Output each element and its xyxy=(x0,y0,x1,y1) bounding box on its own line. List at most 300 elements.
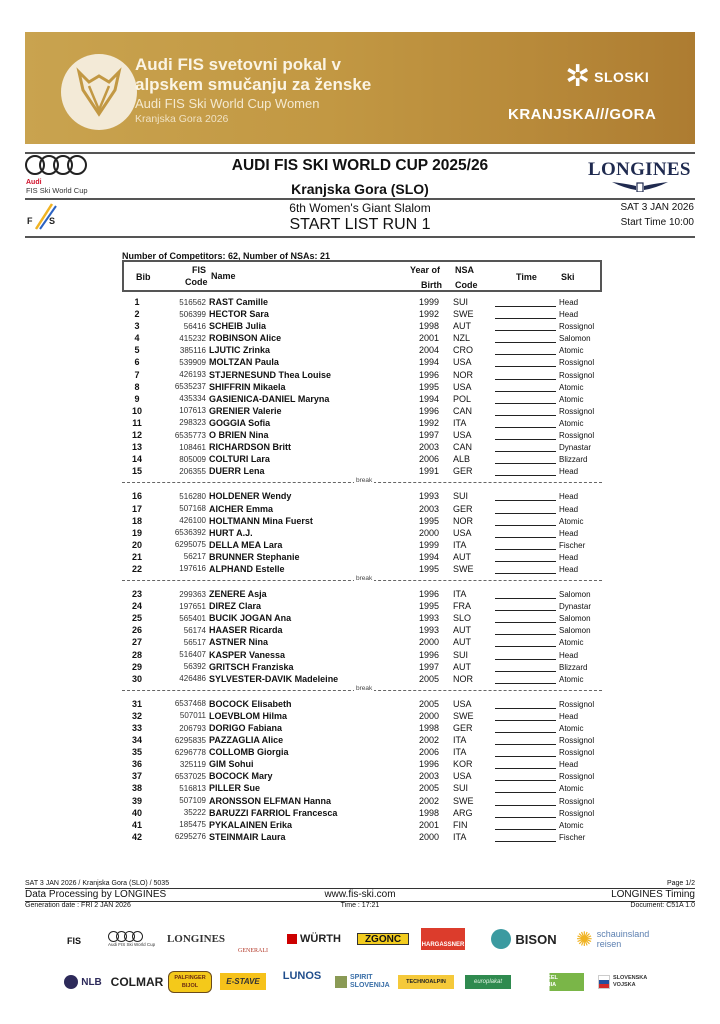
fis-code-cell: 325119 xyxy=(179,759,206,769)
ski-cell: Fischer xyxy=(559,540,586,550)
table-row xyxy=(122,831,602,843)
table-row xyxy=(122,649,602,661)
time-entry-line xyxy=(495,379,556,380)
bib-cell: 10 xyxy=(131,405,142,416)
name-cell: BARUZZI FARRIOL Francesca xyxy=(209,807,338,818)
year-cell: 2000 xyxy=(418,710,439,721)
time-entry-line xyxy=(495,391,556,392)
ski-cell: Rossignol xyxy=(559,772,595,782)
nsa-cell: SWE xyxy=(453,795,474,806)
sponsor-spirit-logo xyxy=(335,973,390,991)
bib-cell: 41 xyxy=(131,819,142,830)
bib-cell: 21 xyxy=(131,551,142,562)
table-row xyxy=(122,782,602,794)
bib-cell: 25 xyxy=(131,613,142,624)
time-entry-line xyxy=(495,330,556,331)
table-row xyxy=(122,417,602,429)
table-row xyxy=(122,369,602,381)
fis-code-cell: 426486 xyxy=(179,674,206,684)
fis-code-cell: 56392 xyxy=(183,662,206,672)
nsa-cell: ARG xyxy=(453,807,473,818)
year-cell: 2006 xyxy=(418,747,439,758)
table-row xyxy=(122,698,602,710)
bib-cell: 42 xyxy=(131,831,142,842)
ski-cell: Atomic xyxy=(559,394,584,404)
bib-cell: 11 xyxy=(132,417,142,428)
time-entry-line xyxy=(495,720,556,721)
year-cell: 2003 xyxy=(418,771,439,782)
fis-code-cell: 6536392 xyxy=(174,528,206,538)
start-time: Start Time 10:00 xyxy=(620,217,694,228)
table-row xyxy=(122,296,602,308)
table-row xyxy=(122,758,602,770)
nsa-cell: NOR xyxy=(453,673,473,684)
footer-time: Time : 17:21 xyxy=(340,902,380,909)
year-cell: 2004 xyxy=(418,345,439,356)
sponsor-audi-logo xyxy=(108,926,156,952)
sponsor-europlakat-logo: europlakat xyxy=(465,975,511,989)
time-entry-line xyxy=(495,805,556,806)
name-cell: BOCOCK Mary xyxy=(209,771,273,782)
year-cell: 1996 xyxy=(418,405,439,416)
time-entry-line xyxy=(495,756,556,757)
name-cell: HAASER Ricarda xyxy=(209,625,283,636)
name-cell: STEINMAIR Laura xyxy=(209,831,286,842)
bib-cell: 16 xyxy=(131,491,142,502)
year-cell: 1995 xyxy=(418,381,439,392)
nsa-cell: AUT xyxy=(453,637,471,648)
year-cell: 1998 xyxy=(418,807,439,818)
name-cell: ZENERE Asja xyxy=(209,589,267,600)
nsa-cell: FIN xyxy=(453,819,468,830)
table-row xyxy=(122,381,602,393)
table-row xyxy=(122,807,602,819)
time-entry-line xyxy=(495,659,556,660)
year-cell: 1993 xyxy=(418,625,439,636)
nsa-cell: ALB xyxy=(453,454,471,465)
header-bottom-rule xyxy=(25,236,695,238)
ski-cell: Head xyxy=(559,310,579,320)
time-entry-line xyxy=(495,500,556,501)
time-entry-line xyxy=(495,817,556,818)
fis-code-cell: 56217 xyxy=(183,552,206,562)
fis-code-cell: 426100 xyxy=(179,516,206,526)
sponsor-palfinger-bijol-logo: PALFINGER BIJOL xyxy=(168,971,212,993)
fis-code-cell: 206793 xyxy=(179,723,206,733)
nsa-cell: AUT xyxy=(453,661,471,672)
table-row xyxy=(122,441,602,453)
fis-code-cell: 185475 xyxy=(179,820,206,830)
name-cell: MOLTZAN Paula xyxy=(209,357,279,368)
year-cell: 1997 xyxy=(418,430,439,441)
name-cell: GOGGIA Sofia xyxy=(209,417,271,428)
time-entry-line xyxy=(495,561,556,562)
nsa-cell: CAN xyxy=(453,405,473,416)
event-location: Kranjska Gora (SLO) xyxy=(291,181,429,197)
bib-cell: 40 xyxy=(131,807,142,818)
bib-cell: 23 xyxy=(131,589,142,600)
bib-cell: 19 xyxy=(131,527,142,538)
ski-cell: Atomic xyxy=(559,724,584,733)
name-cell: SCHEIB Julia xyxy=(209,321,267,332)
name-cell: LOEVBLOM Hilma xyxy=(209,710,288,721)
year-cell: 1996 xyxy=(418,649,439,660)
sponsor-longines-logo: LONGINES xyxy=(166,933,226,945)
year-cell: 1999 xyxy=(418,297,439,307)
time-entry-line xyxy=(495,318,556,319)
banner-text xyxy=(135,55,371,126)
bib-cell: 17 xyxy=(131,503,142,514)
nsa-cell: USA xyxy=(453,698,472,709)
time-entry-line xyxy=(495,792,556,793)
bib-cell: 34 xyxy=(131,735,142,746)
ski-cell: Rossignol xyxy=(559,796,595,806)
table-row xyxy=(122,405,602,417)
nlb-mark-icon xyxy=(64,975,78,989)
bib-cell: 5 xyxy=(134,345,140,356)
bib-cell: 38 xyxy=(131,783,142,794)
ski-cell: Atomic xyxy=(559,674,584,684)
sponsor-fis-label: FIS xyxy=(66,936,81,946)
ski-cell: Head xyxy=(559,504,579,514)
spirit-mark-icon xyxy=(335,976,347,988)
table-row xyxy=(122,320,602,332)
name-cell: DUERR Lena xyxy=(209,466,265,477)
nsa-cell: USA xyxy=(453,527,472,538)
name-cell: GIM Sohui xyxy=(209,759,254,770)
list-title: START LIST RUN 1 xyxy=(289,216,431,233)
year-cell: 1992 xyxy=(418,417,439,428)
year-cell: 1994 xyxy=(418,393,439,404)
fis-code-cell: 6295835 xyxy=(174,735,206,745)
audi-rings-small-icon xyxy=(108,931,143,942)
fis-code-cell: 507168 xyxy=(179,504,206,513)
bib-cell: 9 xyxy=(134,393,140,404)
bib-cell: 27 xyxy=(131,637,142,648)
bib-cell: 1 xyxy=(134,297,140,307)
fis-code-cell: 506399 xyxy=(179,309,206,319)
break-separator xyxy=(122,575,602,588)
name-cell: GRITSCH Franziska xyxy=(209,661,294,672)
nsa-cell: NZL xyxy=(453,333,471,344)
header-mid-rule xyxy=(25,198,695,200)
fis-code-cell: 108461 xyxy=(179,442,206,452)
year-cell: 2005 xyxy=(418,698,439,709)
bib-cell: 4 xyxy=(134,333,140,344)
time-entry-line xyxy=(495,354,556,355)
fis-code-cell: 6295075 xyxy=(174,540,206,550)
sponsor-lunos-logo: LUNOS xyxy=(282,970,322,982)
ski-cell: Salomon xyxy=(559,590,591,600)
event-banner xyxy=(25,32,695,144)
year-cell: 1999 xyxy=(418,539,439,550)
name-cell: PILLER Sue xyxy=(209,783,261,794)
fis-code-cell: 298323 xyxy=(179,418,206,428)
year-cell: 1998 xyxy=(418,321,439,332)
fis-code-cell: 507011 xyxy=(179,711,206,721)
year-cell: 2000 xyxy=(418,527,439,538)
table-row xyxy=(122,612,602,624)
table-row xyxy=(122,722,602,734)
fis-code-cell: 539909 xyxy=(179,357,206,367)
year-cell: 2003 xyxy=(418,442,439,453)
year-cell: 1991 xyxy=(418,466,439,477)
table-row xyxy=(122,490,602,502)
sponsor-wurth-label: WÜRTH xyxy=(300,933,341,945)
time-entry-line xyxy=(495,306,556,307)
bib-cell: 6 xyxy=(134,357,140,368)
sponsor-colmar-logo: COLMAR xyxy=(110,975,164,989)
name-cell: PYKALAINEN Erika xyxy=(209,819,293,830)
bib-cell: 30 xyxy=(131,673,142,684)
ski-cell: Fischer xyxy=(559,832,586,842)
fis-code-cell: 805009 xyxy=(179,454,206,464)
nsa-cell: ITA xyxy=(453,417,467,428)
sponsor-schauinsland-logo xyxy=(576,927,668,951)
nsa-cell: CRO xyxy=(453,345,473,356)
header-year-1: Year of xyxy=(410,265,441,275)
fis-code-cell: 197616 xyxy=(179,564,206,574)
year-cell: 1994 xyxy=(418,551,439,562)
table-row xyxy=(122,734,602,746)
fis-code-cell: 35222 xyxy=(183,808,206,818)
fis-code-cell: 6295276 xyxy=(174,832,206,842)
footer-document: Document: C51A 1.0 xyxy=(630,902,695,909)
name-cell: HURT A.J. xyxy=(209,527,253,538)
fis-code-cell: 385116 xyxy=(179,345,206,355)
time-entry-line xyxy=(495,475,556,476)
time-entry-line xyxy=(495,366,556,367)
header-name: Name xyxy=(211,271,236,281)
fis-code-cell: 6537468 xyxy=(174,699,206,709)
sponsor-slovenska-vojska-logo xyxy=(598,973,662,991)
table-row xyxy=(122,527,602,539)
nsa-cell: SLO xyxy=(453,613,472,624)
ski-cell: Dynastar xyxy=(559,602,592,612)
nsa-cell: CAN xyxy=(453,442,473,453)
nsa-cell: GER xyxy=(453,466,473,477)
ski-cell: Head xyxy=(559,711,579,721)
nsa-cell: AUT xyxy=(453,321,471,332)
header-nsa-2: Code xyxy=(455,280,478,290)
sponsor-nlb-label: NLB xyxy=(81,976,102,988)
fis-code-cell: 56517 xyxy=(183,637,206,647)
nsa-cell: GER xyxy=(453,723,473,733)
ski-cell: Head xyxy=(559,552,579,562)
fox-emblem-icon xyxy=(61,54,137,130)
nsa-cell: USA xyxy=(453,381,472,392)
name-cell: DORIGO Fabiana xyxy=(209,723,283,733)
nsa-cell: SUI xyxy=(453,491,469,502)
time-entry-line xyxy=(495,439,556,440)
name-cell: RAST Camille xyxy=(209,297,269,307)
year-cell: 1993 xyxy=(418,491,439,502)
ski-cell: Blizzard xyxy=(559,455,588,465)
year-cell: 1992 xyxy=(418,309,439,320)
ski-cell: Salomon xyxy=(559,614,591,624)
year-cell: 1994 xyxy=(418,357,439,368)
bib-cell: 24 xyxy=(131,601,142,612)
time-entry-line xyxy=(495,525,556,526)
time-entry-line xyxy=(495,427,556,428)
year-cell: 1998 xyxy=(418,723,439,733)
nsa-cell: SUI xyxy=(453,297,469,307)
bib-cell: 12 xyxy=(131,430,142,441)
name-cell: HOLTMANN Mina Fuerst xyxy=(209,515,313,526)
header-fis-code-2: Code xyxy=(185,277,208,287)
name-cell: PAZZAGLIA Alice xyxy=(209,735,284,746)
fis-website-link[interactable]: www.fis-ski.com xyxy=(324,889,396,900)
table-row xyxy=(122,308,602,320)
table-row xyxy=(122,710,602,722)
name-cell: LJUTIC Zrinka xyxy=(209,345,271,356)
sun-icon: ✺ xyxy=(576,928,593,951)
name-cell: STJERNESUND Thea Louise xyxy=(209,369,332,380)
bib-cell: 8 xyxy=(134,381,140,392)
nsa-cell: SUI xyxy=(453,783,469,794)
name-cell: GRENIER Valerie xyxy=(209,405,282,416)
banner-edition: Kranjska Gora 2026 xyxy=(135,113,229,125)
audi-brand-label: Audi xyxy=(26,179,42,186)
year-cell: 1993 xyxy=(418,613,439,624)
ski-cell: Salomon xyxy=(559,334,591,344)
time-entry-line xyxy=(495,610,556,611)
bib-cell: 13 xyxy=(131,442,142,453)
footer-generation-date: Generation date : FRI 2 JAN 2026 xyxy=(25,902,131,909)
bib-cell: 28 xyxy=(131,649,142,660)
time-entry-line xyxy=(495,622,556,623)
table-row xyxy=(122,393,602,405)
sloski-label: SLOSKI xyxy=(594,69,650,85)
nsa-cell: AUT xyxy=(453,551,471,562)
sponsor-fis-logo xyxy=(56,926,92,956)
longines-logo: LONGINES xyxy=(588,159,691,180)
table-row xyxy=(122,515,602,527)
name-cell: ASTNER Nina xyxy=(209,637,269,648)
bib-cell: 39 xyxy=(131,795,142,806)
sloski-logo xyxy=(565,62,649,92)
table-row xyxy=(122,624,602,636)
sponsor-e-stave-logo: E-STAVE xyxy=(220,973,266,990)
fis-code-cell: 426193 xyxy=(179,370,206,380)
sponsor-sto-feel-slovenia-logo: STO I FEEL SLOVENIA xyxy=(528,973,584,991)
bib-cell: 29 xyxy=(131,661,142,672)
nsa-cell: USA xyxy=(453,357,472,368)
table-row xyxy=(122,795,602,807)
fis-code-cell: 565401 xyxy=(179,613,206,623)
name-cell: COLLOMB Giorgia xyxy=(209,747,289,758)
time-entry-line xyxy=(495,708,556,709)
ski-cell: Rossignol xyxy=(559,322,595,332)
ski-cell: Atomic xyxy=(559,638,584,648)
table-row xyxy=(122,563,602,575)
name-cell: DELLA MEA Lara xyxy=(209,539,283,550)
nsa-cell: NOR xyxy=(453,369,473,380)
year-cell: 2005 xyxy=(418,783,439,794)
sponsor-zgonc-logo: ZGONC xyxy=(357,933,409,945)
year-cell: 2000 xyxy=(418,637,439,648)
sponsor-nlb-logo xyxy=(61,974,105,990)
table-row xyxy=(122,551,602,563)
year-cell: 1996 xyxy=(418,369,439,380)
ski-cell: Rossignol xyxy=(559,431,595,441)
sponsor-wurth-logo xyxy=(284,931,344,947)
bib-cell: 3 xyxy=(134,321,140,332)
nsa-cell: SUI xyxy=(453,649,469,660)
fis-code-cell: 6535237 xyxy=(174,382,206,392)
time-entry-line xyxy=(495,537,556,538)
time-entry-line xyxy=(495,768,556,769)
time-entry-line xyxy=(495,732,556,733)
fis-code-cell: 56416 xyxy=(183,321,206,331)
bib-cell: 18 xyxy=(131,515,142,526)
slovenian-flag-shield-icon xyxy=(598,975,610,989)
footer-data-processing: Data Processing by LONGINES xyxy=(25,889,167,900)
nsa-cell: SWE xyxy=(453,563,474,574)
time-entry-line xyxy=(495,683,556,684)
header-ski: Ski xyxy=(561,272,575,282)
table-row xyxy=(122,770,602,782)
year-cell: 2001 xyxy=(418,819,439,830)
ski-cell: Rossignol xyxy=(559,370,595,380)
time-entry-line xyxy=(495,463,556,464)
time-entry-line xyxy=(495,671,556,672)
bib-cell: 35 xyxy=(131,747,142,758)
bib-cell: 14 xyxy=(131,454,142,465)
name-cell: ROBINSON Alice xyxy=(209,333,282,344)
ski-cell: Rossignol xyxy=(559,358,595,368)
name-cell: BRUNNER Stephanie xyxy=(209,551,300,562)
kranjska-gora-logo: KRANJSKA///GORA xyxy=(508,106,657,123)
break-label: break xyxy=(356,477,373,485)
year-cell: 2001 xyxy=(418,333,439,344)
year-cell: 1997 xyxy=(418,661,439,672)
time-entry-line xyxy=(495,780,556,781)
fis-code-cell: 6535773 xyxy=(174,430,206,440)
ski-cell: Rossignol xyxy=(559,699,595,709)
ski-cell: Head xyxy=(559,528,579,538)
bison-head-icon xyxy=(491,929,511,949)
ski-cell: Head xyxy=(559,467,579,477)
table-row xyxy=(122,503,602,515)
name-cell: AICHER Emma xyxy=(209,503,274,514)
break-label: break xyxy=(356,684,373,692)
banner-title-line2: alpskem smučanju za ženske xyxy=(135,75,372,94)
ski-cell: Head xyxy=(559,760,579,770)
table-row xyxy=(122,429,602,441)
name-cell: RICHARDSON Britt xyxy=(209,442,291,453)
year-cell: 1996 xyxy=(418,589,439,600)
ski-cell: Atomic xyxy=(559,418,584,428)
table-row xyxy=(122,661,602,673)
year-cell: 2003 xyxy=(418,503,439,514)
fis-code-cell: 6537025 xyxy=(174,771,206,781)
header-time: Time xyxy=(516,272,537,282)
sponsor-spirit-label: SPIRIT SLOVENIJA xyxy=(350,974,390,989)
time-entry-line xyxy=(495,841,556,842)
nsa-cell: ITA xyxy=(453,539,467,550)
table-row xyxy=(122,746,602,758)
ski-cell: Dynastar xyxy=(559,443,592,453)
competitor-summary: Number of Competitors: 62, Number of NSAs: 21 xyxy=(122,251,331,261)
bib-cell: 26 xyxy=(131,625,142,636)
bib-cell: 15 xyxy=(131,466,142,477)
nsa-cell: ITA xyxy=(453,747,467,758)
longines-wings-icon xyxy=(610,180,670,192)
bib-cell: 7 xyxy=(134,369,140,380)
svg-text:S: S xyxy=(49,216,56,226)
footer-event-ref: SAT 3 JAN 2026 / Kranjska Gora (SLO) / 5035 xyxy=(25,880,170,887)
